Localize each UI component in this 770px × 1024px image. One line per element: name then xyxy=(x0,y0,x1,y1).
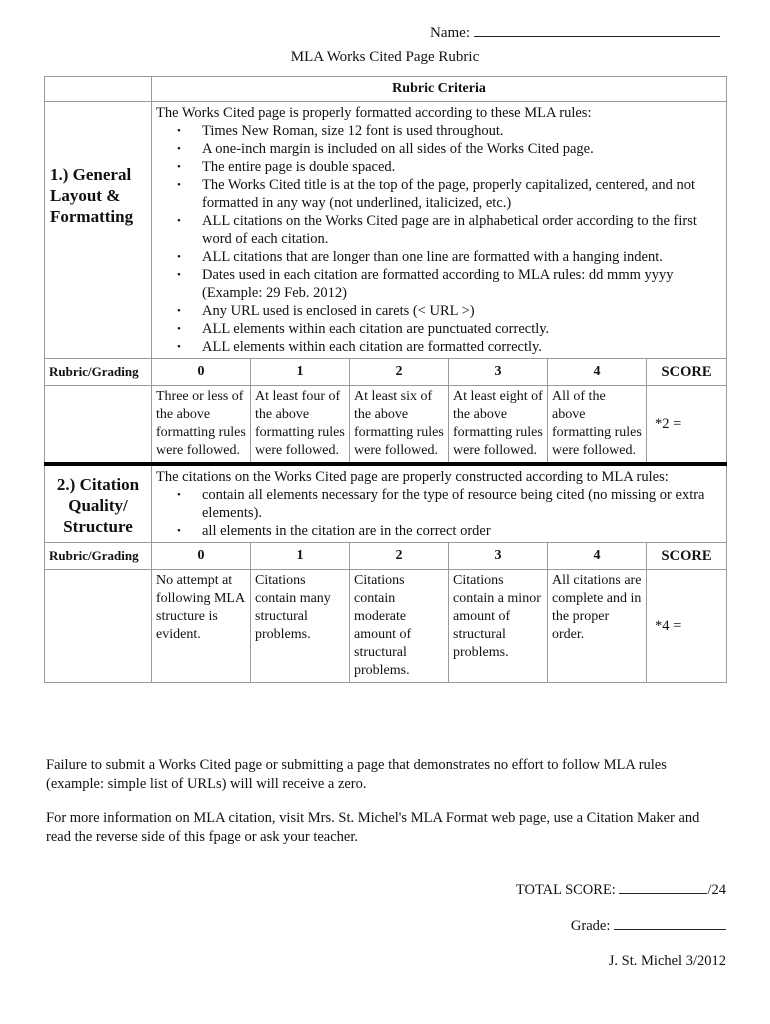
section1-grading-row xyxy=(45,359,727,386)
author-date: J. St. Michel 3/2012 xyxy=(608,953,726,969)
grade-4: 4 xyxy=(548,359,647,386)
section2-score-cell[interactable]: *4 = xyxy=(647,570,727,683)
grade-label: Grade: xyxy=(570,918,611,934)
section1-grading-label: Rubric/Grading xyxy=(45,359,152,386)
grade-blank[interactable] xyxy=(614,916,726,930)
name-label: Name: xyxy=(430,25,470,41)
section1-score-cell[interactable]: *2 = xyxy=(647,386,727,465)
total-score-blank[interactable] xyxy=(619,880,707,894)
criteria-header-row xyxy=(45,77,727,102)
section1-label: 1.) General Layout & Formatting xyxy=(45,102,152,359)
list-item: • Times New Roman, size 12 font is used throughout. xyxy=(202,122,722,140)
list-item: • ALL citations on the Works Cited page are in alphabetical order according to the first word of each citation. xyxy=(202,212,722,248)
list-item: • ALL elements within each citation are punctuated correctly. xyxy=(202,320,722,338)
grade-1: 1 xyxy=(251,543,350,570)
total-score-suffix: /24 xyxy=(707,882,726,898)
list-item: • The entire page is double spaced. xyxy=(202,158,722,176)
grade-0: 0 xyxy=(152,543,251,570)
section1-intro: The Works Cited page is properly formatted according to these MLA rules: xyxy=(156,105,592,121)
descriptor-4: All of the above formatting rules were followed. xyxy=(548,386,647,465)
grade-0: 0 xyxy=(152,359,251,386)
section1-criteria-row xyxy=(45,102,727,359)
empty-corner-cell xyxy=(45,77,152,102)
grade-3: 3 xyxy=(449,543,548,570)
more-info-note: For more information on MLA citation, visit Mrs. St. Michel's MLA Format web page, use a Citation Maker and read the reverse side of this fpage or ask your teacher. xyxy=(46,810,700,845)
section2-rules-list xyxy=(156,486,722,540)
list-item: • ALL elements within each citation are formatted correctly. xyxy=(202,338,722,356)
list-item: • ALL citations that are longer than one line are formatted with a hanging indent. xyxy=(202,248,722,266)
section2-intro: The citations on the Works Cited page are properly constructed according to MLA rules: xyxy=(156,469,669,485)
grade-4: 4 xyxy=(548,543,647,570)
empty-cell xyxy=(45,570,152,683)
list-item: • Dates used in each citation are formatted according to MLA rules: dd mmm yyyy (Example: 29 Feb. 2012) xyxy=(202,266,722,302)
list-item: • all elements in the citation are in the correct order xyxy=(202,522,722,540)
descriptor-2: At least six of the above formatting rules were followed. xyxy=(350,386,449,465)
section1-criteria xyxy=(152,102,727,359)
rubric-table xyxy=(44,76,727,683)
grade-3: 3 xyxy=(449,359,548,386)
descriptor-4: All citations are complete and in the proper order. xyxy=(548,570,647,683)
section1-descriptor-row xyxy=(45,386,727,465)
grade-2: 2 xyxy=(350,543,449,570)
descriptor-3: At least eight of the above formatting rules were followed. xyxy=(449,386,548,465)
failure-note: Failure to submit a Works Cited page or submitting a page that demonstrates no effort to follow MLA rules (example: simple list of URLs) will will receive a zero. xyxy=(46,757,667,792)
section2-grading-row xyxy=(45,543,727,570)
criteria-header: Rubric Criteria xyxy=(152,77,727,102)
list-item: • A one-inch margin is included on all sides of the Works Cited page. xyxy=(202,140,722,158)
descriptor-0: Three or less of the above formatting rules were followed. xyxy=(152,386,251,465)
section2-criteria-row xyxy=(45,464,727,543)
page-title: MLA Works Cited Page Rubric xyxy=(290,49,480,65)
grade-1: 1 xyxy=(251,359,350,386)
section2-label: 2.) Citation Quality/ Structure xyxy=(45,464,152,543)
name-blank-line xyxy=(474,22,720,37)
descriptor-1: At least four of the above formatting rules were followed. xyxy=(251,386,350,465)
list-item: • The Works Cited title is at the top of the page, properly capitalized, centered, and not formatted in any way (not underlined, italicized, etc.) xyxy=(202,176,722,212)
section2-descriptor-row xyxy=(45,570,727,683)
section2-grading-label: Rubric/Grading xyxy=(45,543,152,570)
grade-2: 2 xyxy=(350,359,449,386)
total-score-row xyxy=(0,880,726,899)
descriptor-3: Citations contain a minor amount of structural problems. xyxy=(449,570,548,683)
descriptor-0: No attempt at following MLA structure is evident. xyxy=(152,570,251,683)
grade-row xyxy=(0,916,726,935)
descriptor-1: Citations contain many structural problems. xyxy=(251,570,350,683)
list-item: • contain all elements necessary for the type of resource being cited (no missing or extra elements). xyxy=(202,486,722,522)
total-score-label: TOTAL SCORE: xyxy=(515,882,616,898)
score-header: SCORE xyxy=(647,543,727,570)
empty-cell xyxy=(45,386,152,465)
name-field-row xyxy=(430,22,720,42)
list-item: • Any URL used is enclosed in carets (< URL >) xyxy=(202,302,722,320)
section1-rules-list xyxy=(156,122,722,356)
descriptor-2: Citations contain moderate amount of structural problems. xyxy=(350,570,449,683)
section2-criteria xyxy=(152,464,727,543)
score-header: SCORE xyxy=(647,359,727,386)
